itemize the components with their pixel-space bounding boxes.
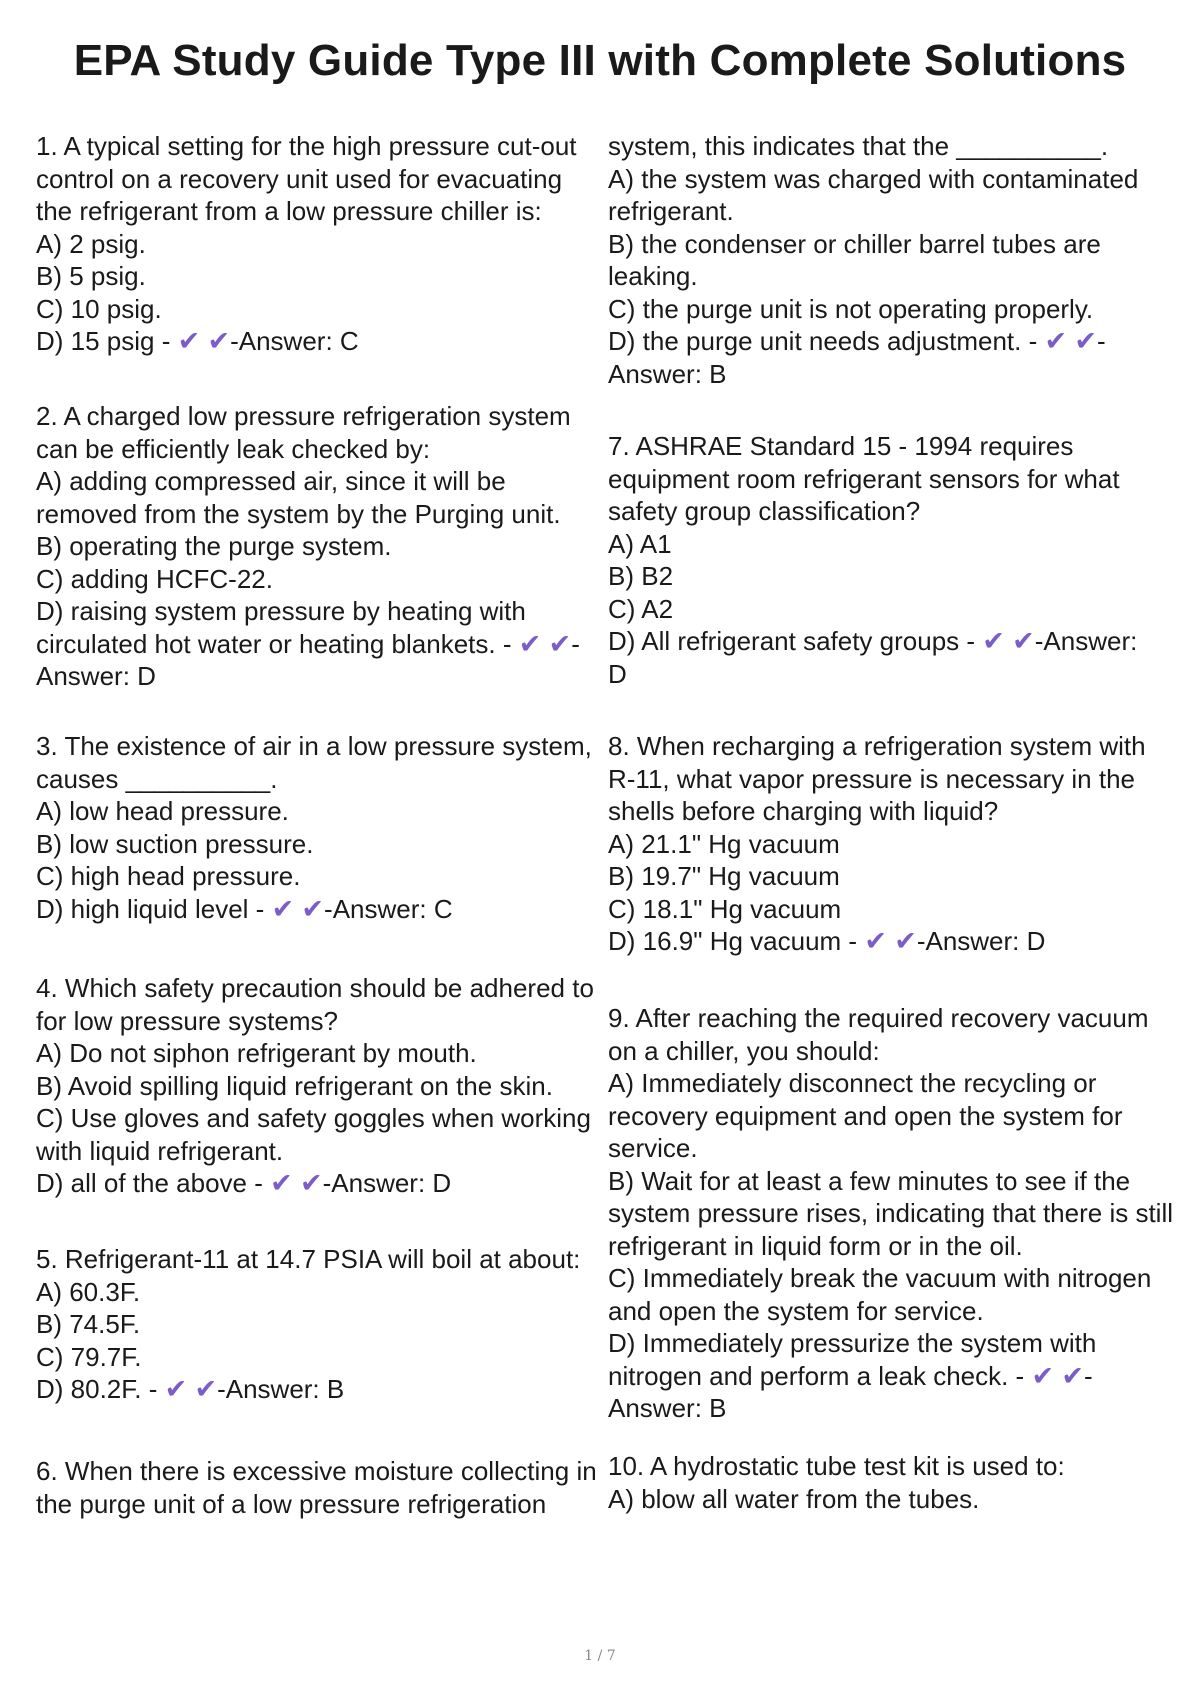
question-line: control on a recovery unit used for evacuating xyxy=(36,163,563,194)
question-block xyxy=(608,730,1146,958)
check-icon: ✔ xyxy=(894,926,917,956)
check-icon: ✔ xyxy=(1061,1360,1084,1391)
check-icon: ✔ xyxy=(864,926,887,956)
question-line: causes __________. xyxy=(36,763,278,794)
question-block xyxy=(36,400,580,693)
question-line: 8. When recharging a refrigeration system with xyxy=(608,731,1146,761)
question-line: A) A1 xyxy=(608,528,672,559)
check-icon: ✔ xyxy=(1031,1360,1055,1391)
check-icon: ✔ xyxy=(177,326,201,356)
page-title: EPA Study Guide Type III with Complete Solutions xyxy=(73,36,1127,85)
answer-suffix: - xyxy=(571,628,580,659)
question-line: removed from the system by the Purging unit. xyxy=(36,498,561,529)
question-line: B) operating the purge system. xyxy=(36,531,392,561)
question-line: leaking. xyxy=(608,261,698,291)
question-line: A) 60.3F. xyxy=(36,1276,141,1307)
question-block xyxy=(608,130,1138,390)
answer-prefix: nitrogen and perform a leak check. - xyxy=(608,1360,1032,1391)
answer-line xyxy=(608,325,1138,358)
answer-suffix: -Answer: B xyxy=(217,1374,345,1404)
question-line: with liquid refrigerant. xyxy=(36,1135,284,1166)
question-block xyxy=(36,1243,580,1406)
question-line: C) 10 psig. xyxy=(36,293,162,324)
question-line: 2. A charged low pressure refrigeration system xyxy=(36,401,571,431)
answer-line xyxy=(608,1360,1173,1393)
check-icon: ✔ xyxy=(299,1168,323,1198)
question-block xyxy=(608,1002,1173,1425)
question-line: C) high head pressure. xyxy=(36,861,301,891)
answer-suffix: -Answer: C xyxy=(230,326,359,356)
question-line: for low pressure systems? xyxy=(36,1005,338,1036)
answer-suffix: - xyxy=(1096,326,1106,356)
question-line: A) Immediately disconnect the recycling or xyxy=(608,1068,1097,1098)
question-line: refrigerant. xyxy=(608,196,734,226)
question-line: the purge unit of a low pressure refrigeration xyxy=(36,1488,547,1519)
question-line: and open the system for service. xyxy=(608,1295,984,1326)
check-icon: ✔ xyxy=(207,326,231,356)
answer-prefix: D) 16.9" Hg vacuum - xyxy=(608,926,865,956)
question-line: D) raising system pressure by heating with xyxy=(36,596,526,626)
answer-prefix: D) 15 psig - xyxy=(36,326,178,356)
check-icon: ✔ xyxy=(1044,326,1068,356)
question-line: 1. A typical setting for the high pressure cut-out xyxy=(36,131,577,161)
answer-suffix: -Answer: D xyxy=(916,926,1046,956)
question-line: D) Immediately pressurize the system with xyxy=(608,1328,1097,1358)
question-line: A) 21.1" Hg vacuum xyxy=(608,828,840,859)
check-icon: ✔ xyxy=(518,628,542,659)
question-line: A) low head pressure. xyxy=(36,796,289,826)
check-icon: ✔ xyxy=(1012,626,1035,656)
question-line: safety group classification? xyxy=(608,496,921,526)
question-line: A) blow all water from the tubes. xyxy=(608,1483,980,1514)
answer-prefix: D) 80.2F. - xyxy=(36,1374,165,1404)
question-line: C) A2 xyxy=(608,593,674,624)
question-line: system, this indicates that the __________. xyxy=(608,131,1109,161)
check-icon: ✔ xyxy=(271,893,295,924)
question-line: B) Wait for at least a few minutes to see if the xyxy=(608,1165,1131,1196)
question-line: on a chiller, you should: xyxy=(608,1035,880,1066)
question-block xyxy=(608,1450,1065,1515)
question-line: 10. A hydrostatic tube test kit is used to: xyxy=(608,1451,1065,1481)
question-line: B) 74.5F. xyxy=(36,1309,141,1339)
answer-prefix: D) all of the above - xyxy=(36,1168,271,1198)
question-line: C) adding HCFC-22. xyxy=(36,563,273,594)
question-line: B) 5 psig. xyxy=(36,261,146,291)
answer-line: Answer: B xyxy=(608,1393,727,1423)
question-line: recovery equipment and open the system for xyxy=(608,1100,1123,1131)
answer-line xyxy=(36,628,580,661)
question-line: system pressure rises, indicating that there is still xyxy=(608,1198,1173,1228)
check-icon: ✔ xyxy=(982,626,1005,656)
question-line: B) B2 xyxy=(608,561,674,591)
answer-prefix: D) All refrigerant safety groups - xyxy=(608,626,983,656)
answer-line: D xyxy=(608,658,627,689)
check-icon: ✔ xyxy=(194,1374,218,1404)
question-line: B) low suction pressure. xyxy=(36,828,314,859)
answer-line xyxy=(608,925,1146,958)
question-line: 9. After reaching the required recovery vacuum xyxy=(608,1003,1149,1033)
question-block xyxy=(608,430,1137,690)
answer-suffix: -Answer: D xyxy=(322,1168,452,1198)
question-line: R-11, what vapor pressure is necessary in the xyxy=(608,763,1135,794)
question-block xyxy=(36,1455,597,1520)
question-line: A) the system was charged with contaminated xyxy=(608,163,1139,194)
question-line: can be efficiently leak checked by: xyxy=(36,433,431,464)
question-line: C) the purge unit is not operating properly. xyxy=(608,293,1094,324)
check-icon: ✔ xyxy=(1074,326,1097,356)
question-line: C) Immediately break the vacuum with nitrogen xyxy=(608,1263,1152,1293)
question-line: the refrigerant from a low pressure chiller is: xyxy=(36,196,542,226)
answer-prefix: D) the purge unit needs adjustment. - xyxy=(608,326,1045,356)
answer-line xyxy=(36,1167,594,1200)
question-line: 5. Refrigerant-11 at 14.7 PSIA will boil at about: xyxy=(36,1244,581,1274)
answer-line: Answer: B xyxy=(608,358,727,389)
answer-line xyxy=(36,893,592,926)
question-line: A) adding compressed air, since it will be xyxy=(36,466,506,496)
check-icon: ✔ xyxy=(301,893,325,924)
check-icon: ✔ xyxy=(270,1168,293,1198)
question-line: B) 19.7" Hg vacuum xyxy=(608,861,840,891)
question-line: 6. When there is excessive moisture collecting in xyxy=(36,1456,597,1486)
question-line: 7. ASHRAE Standard 15 - 1994 requires xyxy=(608,431,1074,461)
question-block xyxy=(36,972,594,1200)
question-line: shells before charging with liquid? xyxy=(608,796,999,826)
answer-line xyxy=(36,1373,580,1406)
question-line: C) 18.1" Hg vacuum xyxy=(608,893,842,924)
question-line: B) the condenser or chiller barrel tubes are xyxy=(608,228,1101,259)
answer-suffix: -Answer: C xyxy=(324,893,453,924)
answer-suffix: - xyxy=(1083,1360,1093,1391)
question-line: C) Use gloves and safety goggles when working xyxy=(36,1103,591,1133)
question-line: 3. The existence of air in a low pressure system, xyxy=(36,731,592,761)
answer-line xyxy=(36,325,577,358)
answer-line xyxy=(608,625,1137,658)
question-block xyxy=(36,730,592,925)
question-line: A) Do not siphon refrigerant by mouth. xyxy=(36,1038,477,1068)
answer-prefix: circulated hot water or heating blankets. - xyxy=(36,628,519,659)
question-block xyxy=(36,130,577,358)
question-line: C) 79.7F. xyxy=(36,1341,142,1372)
check-icon: ✔ xyxy=(164,1374,188,1404)
question-line: service. xyxy=(608,1133,698,1163)
page-indicator: 1 / 7 xyxy=(584,1648,616,1664)
question-line: B) Avoid spilling liquid refrigerant on the skin. xyxy=(36,1070,553,1101)
question-line: A) 2 psig. xyxy=(36,228,146,259)
question-line: equipment room refrigerant sensors for what xyxy=(608,463,1120,494)
question-line: refrigerant in liquid form or in the oil. xyxy=(608,1230,1023,1261)
answer-suffix: -Answer: xyxy=(1034,626,1138,656)
answer-line: Answer: D xyxy=(36,661,156,691)
answer-prefix: D) high liquid level - xyxy=(36,893,272,924)
question-line: 4. Which safety precaution should be adhered to xyxy=(36,973,594,1003)
check-icon: ✔ xyxy=(548,628,572,659)
